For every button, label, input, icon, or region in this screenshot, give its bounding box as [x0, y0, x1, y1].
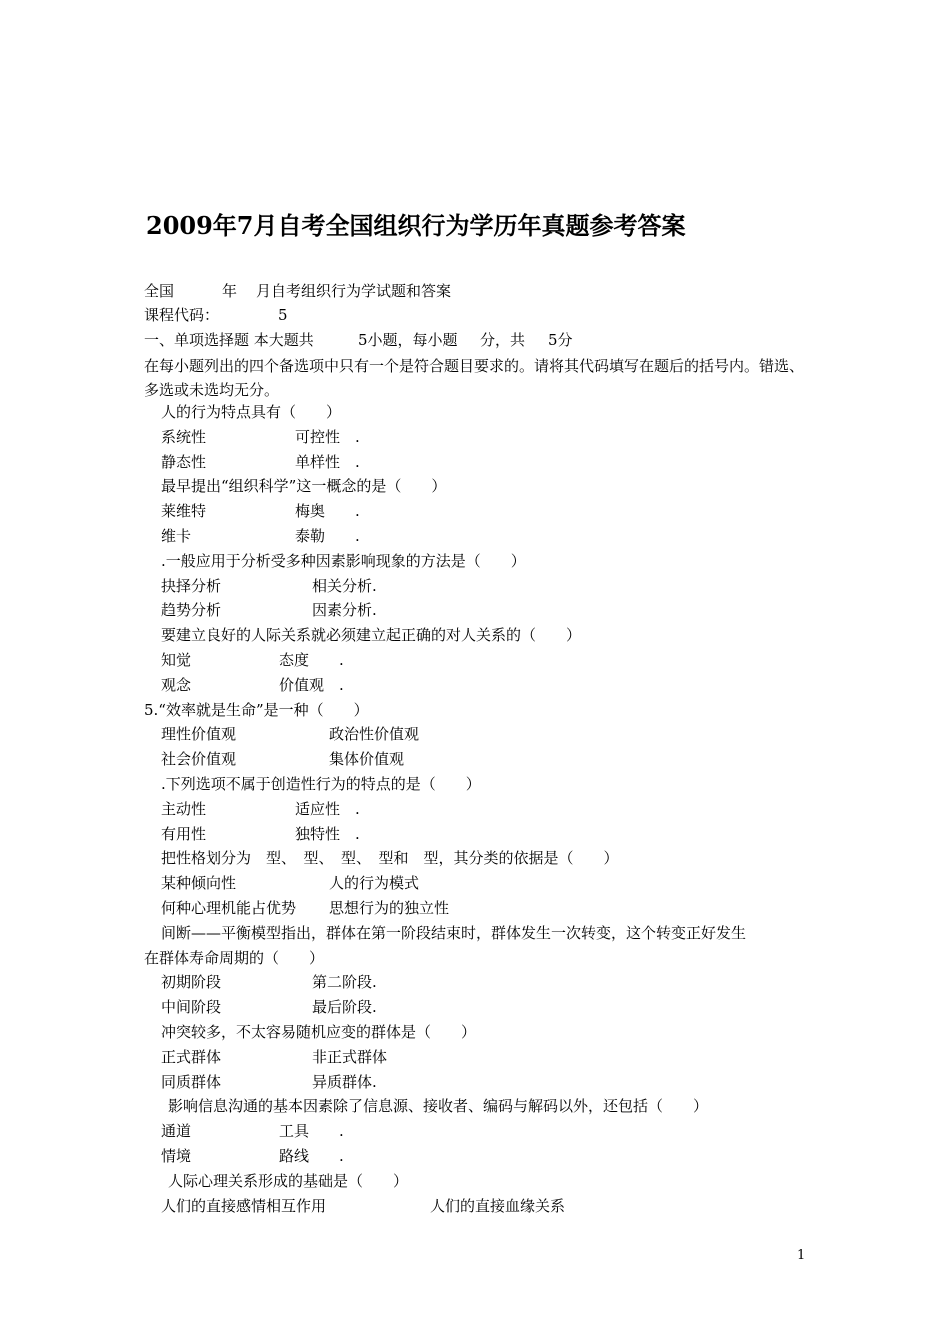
- question-10-stem: 影响信息沟通的基本因素除了信息源、接收者、编码与解码以外，还包括（ ）: [168, 1097, 709, 1115]
- option-text: 人的行为模式: [329, 874, 420, 892]
- question-9-stem: 冲突较多，不太容易随机应变的群体是（ ）: [161, 1023, 477, 1041]
- option-text: 人们的直接感情相互作用: [161, 1197, 327, 1215]
- option-text: 趋势分析: [161, 601, 222, 619]
- question-11-stem: 人际心理关系形成的基础是（ ）: [168, 1172, 409, 1190]
- option-text: 路线 .: [279, 1147, 344, 1165]
- option-text: 态度 .: [279, 651, 344, 669]
- question-7-option-row: [161, 898, 450, 918]
- question-6-option-row: [161, 824, 360, 844]
- question-2-option-row: [161, 526, 360, 546]
- option-text: 第二阶段.: [312, 973, 377, 991]
- instructions-paragraph: 在每小题列出的四个备选项中只有一个是符合题目要求的。请将其代码填写在题后的括号内。错选、多选或未选均无分。: [144, 357, 805, 399]
- option-text: 某种倾向性: [161, 874, 237, 892]
- question-5-stem: 5.“效率就是生命”是一种（ ）: [144, 701, 369, 719]
- page-title: 2009年7月自考全国组织行为学历年真题参考答案: [146, 211, 686, 240]
- question-2-option-row: [161, 501, 360, 521]
- question-5-option-row: [161, 724, 420, 744]
- question-2-stem: 最早提出“组织科学”这一概念的是（ ）: [161, 477, 447, 495]
- option-text: 情境: [161, 1147, 192, 1165]
- option-text: 梅奥 .: [295, 502, 360, 520]
- option-text: 初期阶段: [161, 973, 222, 991]
- option-text: 知觉: [161, 651, 192, 669]
- option-text: 思想行为的独立性: [329, 899, 450, 917]
- question-7-stem: 把性格划分为 型、 型、 型、 型和 型，其分类的依据是（ ）: [161, 849, 619, 867]
- question-7-option-row: [161, 873, 420, 893]
- section-heading-d: 5分: [548, 331, 573, 349]
- option-text: 价值观 .: [279, 676, 344, 694]
- option-text: 集体价值观: [329, 750, 405, 768]
- question-8-stem: 间断——平衡模型指出，群体在第一阶段结束时，群体发生一次转变，这个转变正好发生: [161, 924, 747, 942]
- question-1-option-row: [161, 427, 360, 447]
- question-3-option-row: [161, 600, 377, 620]
- option-text: 可控性 .: [295, 428, 360, 446]
- header-country: 全国: [144, 282, 175, 300]
- question-10-option-row: [161, 1121, 344, 1141]
- section-heading-a: 一、单项选择题 本大题共: [144, 331, 314, 349]
- question-3-stem: .一般应用于分析受多种因素影响现象的方法是（ ）: [161, 552, 526, 570]
- section-heading-c: 分，共: [480, 331, 526, 349]
- question-8-stem-continued: 在群体寿命周期的（ ）: [144, 949, 325, 967]
- option-text: 政治性价值观: [329, 725, 420, 743]
- option-text: 理性价值观: [161, 725, 237, 743]
- course-code-value: 5: [278, 306, 288, 324]
- option-text: 泰勒 .: [295, 527, 360, 545]
- option-text: 工具 .: [279, 1122, 344, 1140]
- option-text: 何种心理机能占优势: [161, 899, 297, 917]
- option-text: 独特性 .: [295, 825, 360, 843]
- question-11-option-row: [161, 1196, 566, 1216]
- option-text: 系统性: [161, 428, 207, 446]
- question-3-option-row: [161, 576, 377, 596]
- question-1-option-row: [161, 452, 360, 472]
- option-text: 抉择分析: [161, 577, 222, 595]
- option-text: 通道: [161, 1122, 192, 1140]
- course-code-label: 课程代码：: [144, 306, 220, 324]
- page-number: 1: [797, 1248, 806, 1263]
- question-6-stem: .下列选项不属于创造性行为的特点的是（ ）: [161, 775, 481, 793]
- section-heading: [144, 330, 573, 350]
- option-text: 有用性: [161, 825, 207, 843]
- section-heading-b: 5小题，每小题: [358, 331, 458, 349]
- option-text: 观念: [161, 676, 192, 694]
- option-text: 相关分析.: [312, 577, 377, 595]
- question-10-option-row: [161, 1146, 344, 1166]
- question-5-option-row: [161, 749, 405, 769]
- question-4-stem: 要建立良好的人际关系就必须建立起正确的对人关系的（ ）: [161, 626, 582, 644]
- question-1-stem: 人的行为特点具有（ ）: [161, 403, 342, 421]
- option-text: 非正式群体: [312, 1048, 388, 1066]
- option-text: 人们的直接血缘关系: [430, 1197, 566, 1215]
- header-year: 年: [222, 282, 238, 300]
- option-text: 因素分析.: [312, 601, 377, 619]
- option-text: 主动性: [161, 800, 207, 818]
- option-text: 中间阶段: [161, 998, 222, 1016]
- option-text: 正式群体: [161, 1048, 222, 1066]
- question-8-option-row: [161, 997, 377, 1017]
- option-text: 适应性 .: [295, 800, 360, 818]
- question-4-option-row: [161, 675, 344, 695]
- question-4-option-row: [161, 650, 344, 670]
- option-text: 社会价值观: [161, 750, 237, 768]
- option-text: 单样性 .: [295, 453, 360, 471]
- question-6-option-row: [161, 799, 360, 819]
- option-text: 维卡: [161, 527, 192, 545]
- option-text: 静态性: [161, 453, 207, 471]
- course-code-line: [144, 305, 288, 325]
- option-text: 异质群体.: [312, 1073, 377, 1091]
- option-text: 莱维特: [161, 502, 207, 520]
- question-9-option-row: [161, 1047, 388, 1067]
- header-line-1: [144, 281, 452, 301]
- header-exam-title: 月自考组织行为学试题和答案: [256, 282, 452, 300]
- question-8-option-row: [161, 972, 377, 992]
- question-9-option-row: [161, 1072, 377, 1092]
- option-text: 同质群体: [161, 1073, 222, 1091]
- option-text: 最后阶段.: [312, 998, 377, 1016]
